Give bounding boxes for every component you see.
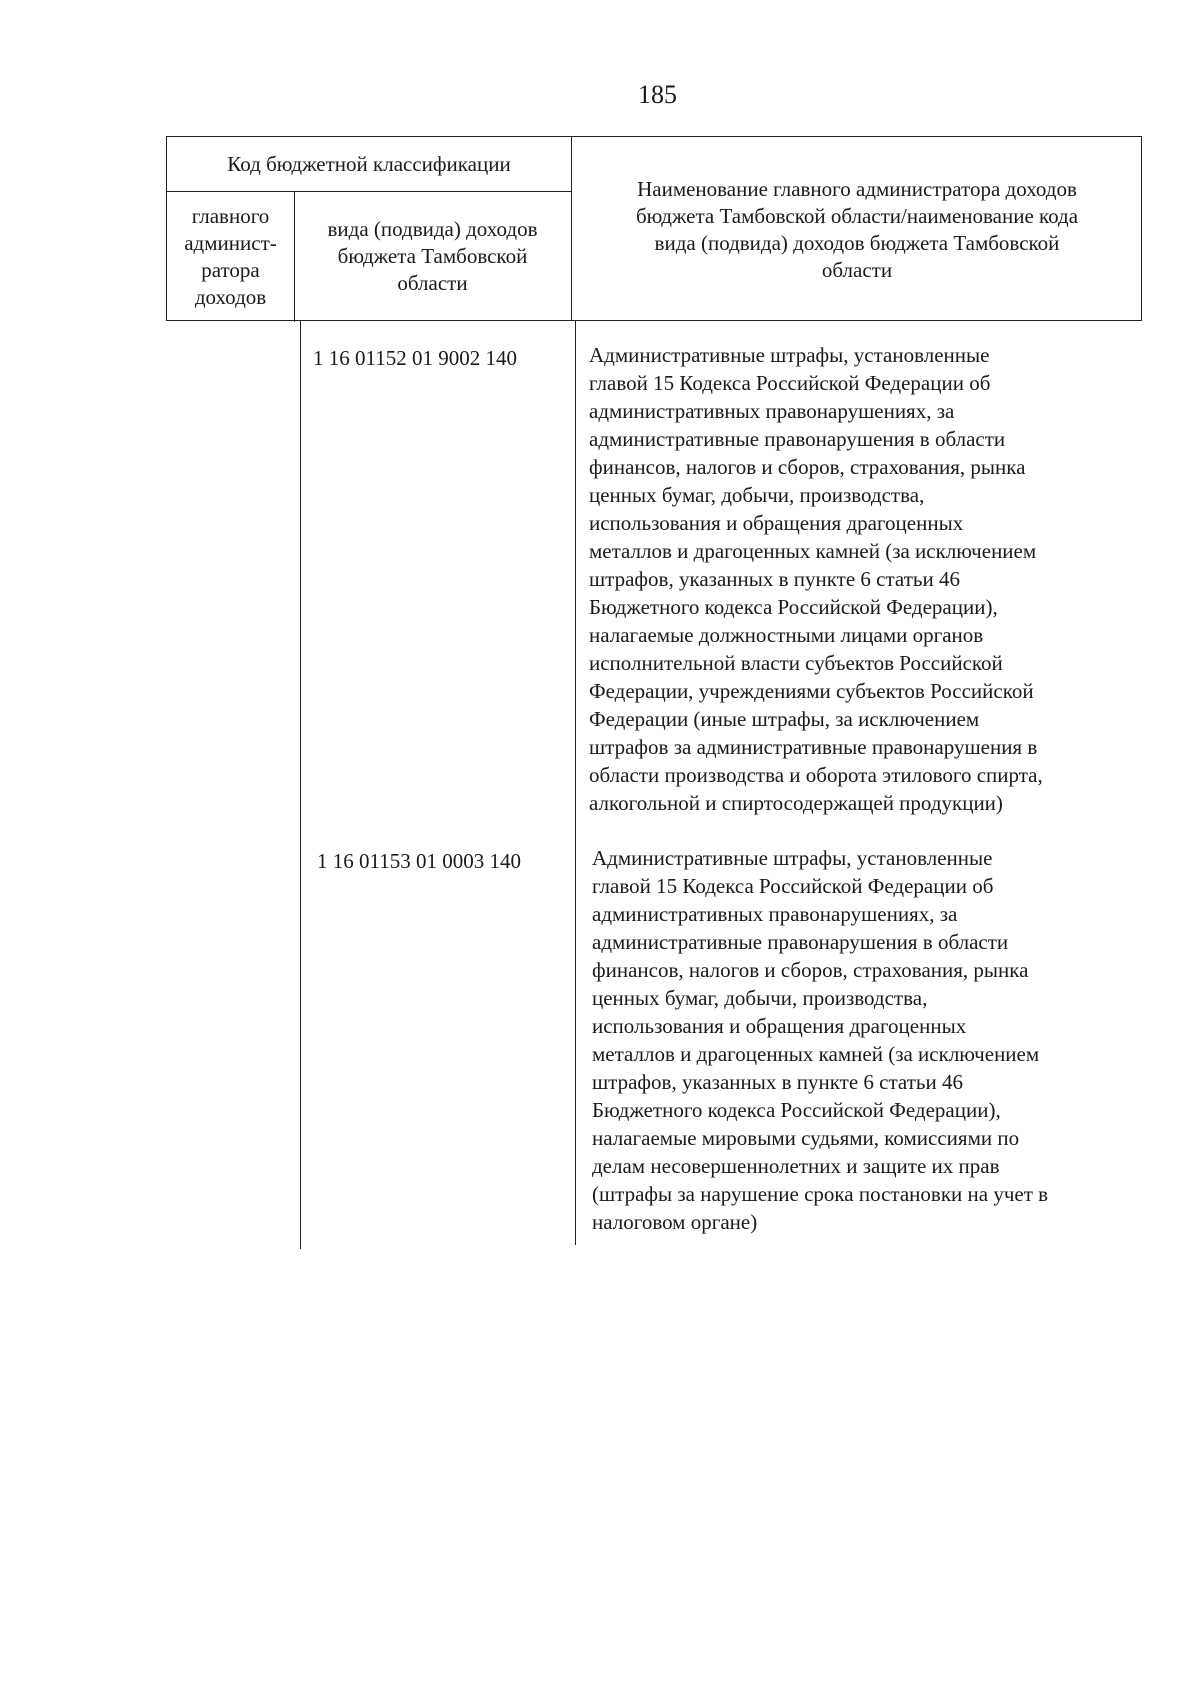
description-line: Бюджетного кодекса Российской Федерации),	[592, 1098, 1001, 1122]
description-line: металлов и драгоценных камней (за исключением	[589, 539, 1037, 563]
description-line: ценных бумаг, добычи, производства,	[589, 483, 925, 507]
header-line: области	[821, 257, 893, 282]
table-header	[166, 136, 1142, 321]
header-line: главного	[191, 203, 270, 228]
description-line: налагаемые мировыми судьями, комиссиями по	[592, 1126, 1020, 1150]
header-budget-code	[167, 137, 571, 191]
page-number: 185	[638, 80, 677, 109]
header-administrator-name-text	[636, 176, 1078, 284]
header-line: бюджета Тамбовской области/наименование кода	[635, 203, 1079, 228]
header-line: вида (подвида) доходов бюджета Тамбовской	[654, 230, 1060, 255]
description-line: финансов, налогов и сборов, страхования, рынка	[592, 958, 1029, 982]
description-line: административных правонарушениях, за	[592, 902, 958, 926]
header-line: вида (подвида) доходов	[327, 217, 538, 241]
description-line: Административные штрафы, установленные	[592, 846, 993, 870]
header-administrator-name	[571, 137, 1143, 322]
description-line: административных правонарушениях, за	[589, 399, 955, 423]
description-line: налоговом органе)	[592, 1210, 758, 1234]
description-line: главой 15 Кодекса Российской Федерации об	[592, 874, 994, 898]
description-line: области производства и оборота этилового спирта,	[589, 763, 1043, 787]
description-line: исполнительной власти субъектов Российской	[589, 651, 1003, 675]
description-line: делам несовершеннолетних и защите их прав	[592, 1154, 1000, 1178]
header-line: области	[397, 271, 468, 295]
description-line: Бюджетного кодекса Российской Федерации),	[589, 595, 998, 619]
description-line: ценных бумаг, добычи, производства,	[592, 986, 928, 1010]
description-line: Федерации (иные штрафы, за исключением	[589, 707, 980, 731]
description-line: административные правонарушения в области	[589, 427, 1006, 451]
header-line: бюджета Тамбовской	[337, 244, 528, 268]
column-divider	[575, 321, 576, 1245]
description-line: административные правонарушения в области	[592, 930, 1009, 954]
header-income-kind	[294, 191, 571, 322]
header-line: ратора	[201, 257, 260, 282]
income-code: 1 16 01152 01 9002 140	[313, 346, 517, 370]
header-line: Наименование главного администратора доходов	[637, 176, 1077, 201]
header-line: админист-	[184, 230, 277, 255]
description-line: (штрафы за нарушение срока постановки на учет в	[592, 1182, 1049, 1206]
column-divider	[300, 321, 301, 1249]
description-line: Административные штрафы, установленные	[589, 343, 990, 367]
description-line: алкогольной и спиртосодержащей продукции)	[589, 791, 1003, 815]
income-description	[592, 844, 1152, 1236]
description-line: штрафов за административные правонарушения в	[589, 735, 1038, 759]
description-line: использования и обращения драгоценных	[589, 511, 964, 535]
header-admin-code	[167, 191, 294, 322]
header-income-kind-text	[328, 216, 538, 297]
description-line: использования и обращения драгоценных	[592, 1014, 967, 1038]
description-line: Федерации, учреждениями субъектов Российской	[589, 679, 1034, 703]
description-line: штрафов, указанных в пункте 6 статьи 46	[592, 1070, 963, 1094]
description-line: главой 15 Кодекса Российской Федерации об	[589, 371, 991, 395]
description-line: налагаемые должностными лицами органов	[589, 623, 984, 647]
description-line: металлов и драгоценных камней (за исключением	[592, 1042, 1040, 1066]
income-description	[589, 341, 1149, 817]
header-admin-code-text	[184, 203, 277, 311]
description-line: штрафов, указанных в пункте 6 статьи 46	[589, 567, 960, 591]
income-code: 1 16 01153 01 0003 140	[317, 849, 521, 873]
description-line: финансов, налогов и сборов, страхования, рынка	[589, 455, 1026, 479]
header-budget-code-text: Код бюджетной классификации	[227, 151, 511, 176]
header-line: доходов	[194, 284, 267, 309]
